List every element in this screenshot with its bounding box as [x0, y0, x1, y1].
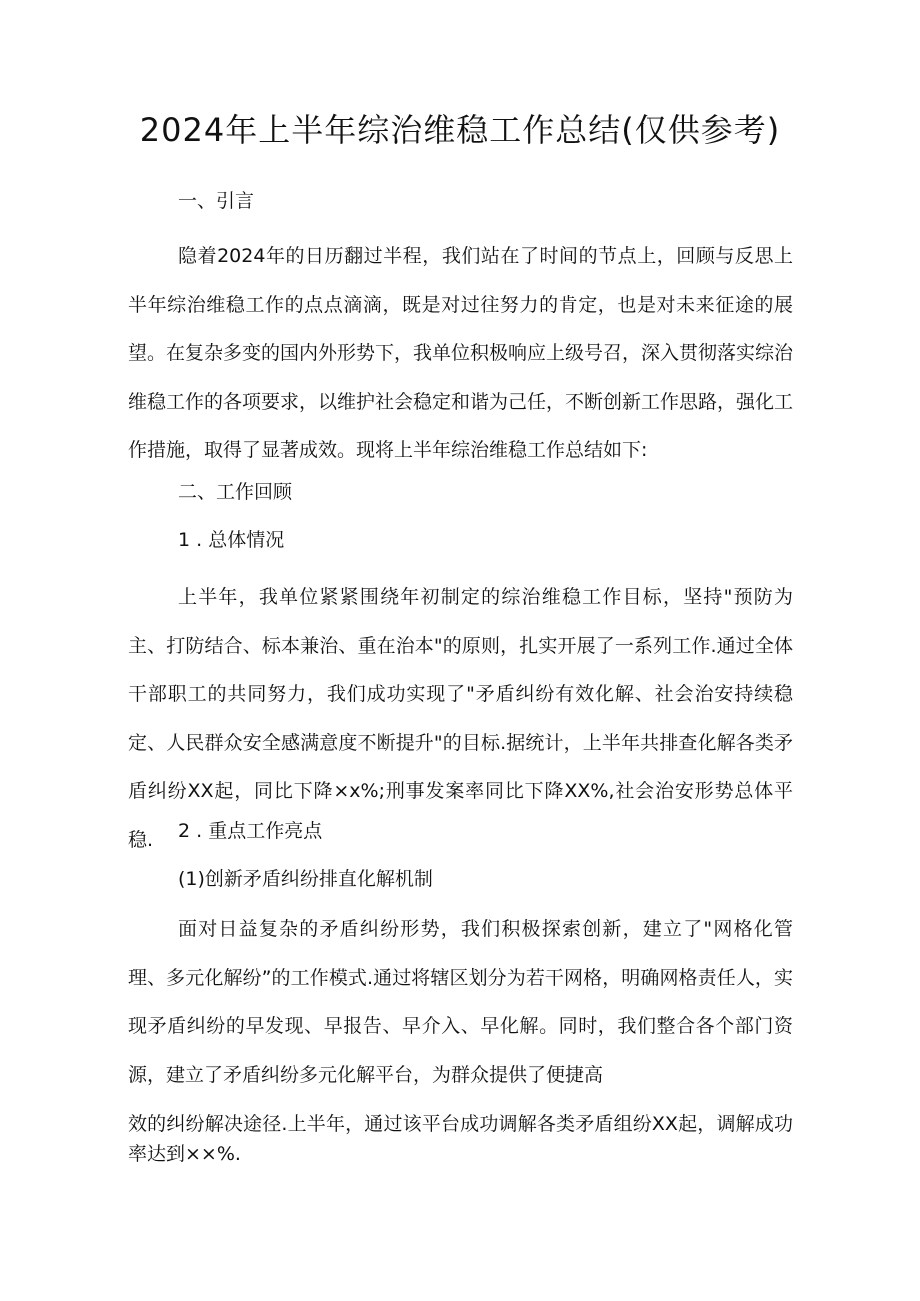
continuation-paragraph: 效的纠纷解决途径.上半年，通过该平台成功调解各类矛盾组纷XX起，调解成功率达到××%. — [128, 1113, 793, 1165]
intro-paragraph: 隐着2024年的日历翻过半程，我们站在了时间的节点上，回顾与反思上半年综治维稳工作的点点滴滴，既是对过往努力的肯定，也是对未来征途的展望。在复杂多变的国内外形势下，我单位积极响应上级号召，深入贯彻落实综治维稳工作的各项要求，以维护社会稳定和谐为己任，不断创新工作思路，强化工作措施，取得了显著成效。现将上半年综治维稳工作总结如下: — [128, 245, 794, 461]
item-heading-mechanism: (1)创新矛盾纠纷排直化解机制 — [178, 868, 433, 890]
document-title: 2024年上半年综治维稳工作总结(仅供参考) — [139, 111, 781, 149]
subsection-heading-highlights: 2 . 重点工作亮点 — [178, 820, 323, 842]
section-heading-introduction: 一、引言 — [178, 190, 255, 212]
subsection-heading-overall: 1 . 总体情况 — [178, 529, 285, 551]
overall-paragraph: 上半年，我单位紧紧围绕年初制定的综治维稳工作目标，坚持"预防为主、打防结合、标本兼治、重在治本"的原则，扎实开展了一系列工作.通过全体干部职工的共同努力，我们成功实现了"矛盾纠纷有效化解、社会治安持续稳定、人民群众安全感满意度不断提升"的目标.据统计，上半年共排查化解各类矛盾纠纷XX起，同比下降×x%;刑事发案率同比下降XX%,社会治安形势总体平稳. — [128, 586, 793, 851]
section-heading-work-review: 二、工作回顾 — [178, 481, 293, 503]
mechanism-paragraph: 面对日益复杂的矛盾纠纷形势，我们积极探索创新，建立了"网格化管理、多元化解纷”的工作模式.通过将辖区划分为若干网格，明确网格责任人，实现矛盾纠纷的早发现、早报告、早介入、早化解。同时，我们整合各个部门资源，建立了矛盾纠纷多元化解平台，为群众提供了便捷高 — [128, 918, 793, 1086]
